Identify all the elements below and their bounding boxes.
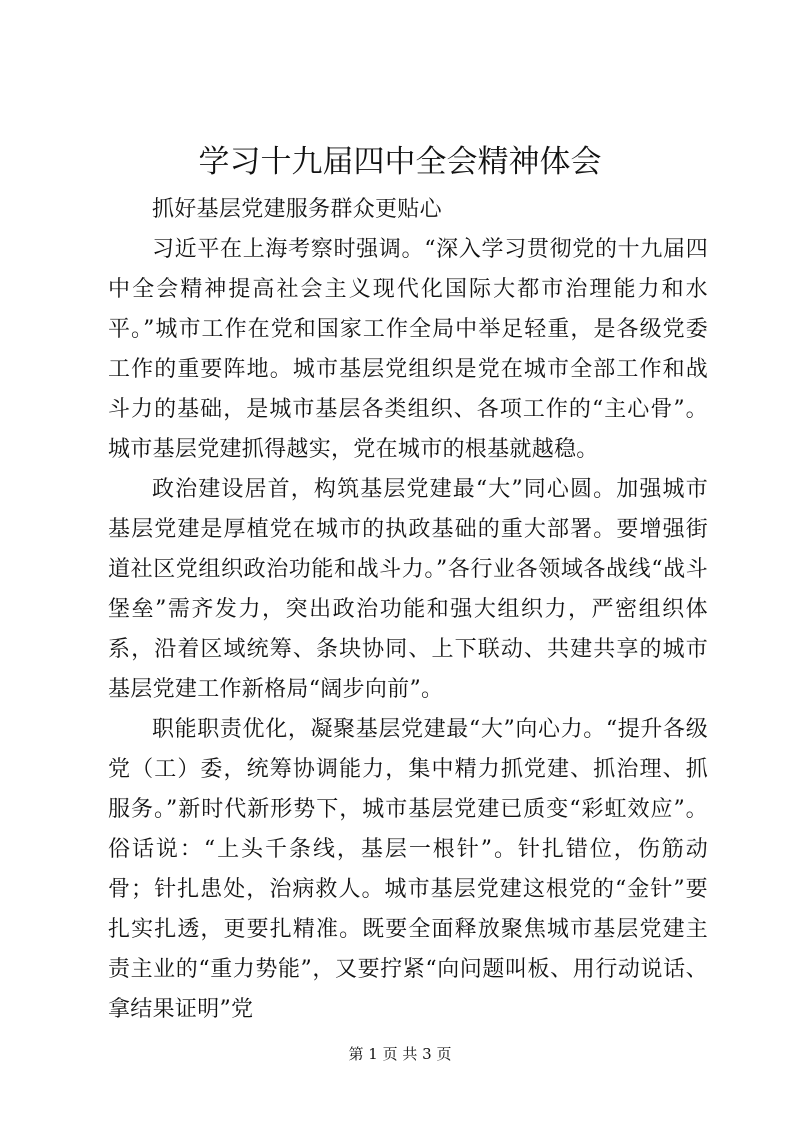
document-body [108,190,708,1030]
paragraph-3: 职能职责优化，凝聚基层党建最“大”向心力。“提升各级党（工）委，统筹协调能力，集中精力抓党建、抓治理、抓服务。”新时代新形势下，城市基层党建已质变“彩虹效应”。俗话说：“上头千条线，基层一根针”。针扎错位，伤筋动骨；针扎患处，治病救人。城市基层党建这根党的“金针”要扎实扎透，更要扎精准。既要全面释放聚焦城市基层党建主责主业的“重力势能”，又要拧紧“向问题叫板、用行动说话、拿结果证明”党 [108,717,708,1022]
paragraph-1: 习近平在上海考察时强调。“深入学习贯彻党的十九届四中全会精神提高社会主义现代化国际大都市治理能力和水平。”城市工作在党和国家工作全局中举足轻重，是各级党委工作的重要阵地。城市基层党组织是党在城市全部工作和战斗力的基础，是城市基层各类组织、各项工作的“主心骨”。城市基层党建抓得越实，党在城市的根基就越稳。 [108,237,708,462]
paragraph-2: 政治建设居首，构筑基层党建最“大”同心圆。加强城市基层党建是厚植党在城市的执政基础的重大部署。要增强街道社区党组织政治功能和战斗力。”各行业各领域各战线“战斗堡垒”需齐发力，突出政治功能和强大组织力，严密组织体系，沿着区域统筹、条块协同、上下联动、共建共享的城市基层党建工作新格局“阔步向前”。 [108,477,708,702]
page-number-footer: 第 1 页 共 3 页 [348,1045,452,1063]
document-title: 学习十九届四中全会精神体会 [198,144,602,180]
document-subtitle: 抓好基层党建服务群众更贴心 [152,197,442,222]
